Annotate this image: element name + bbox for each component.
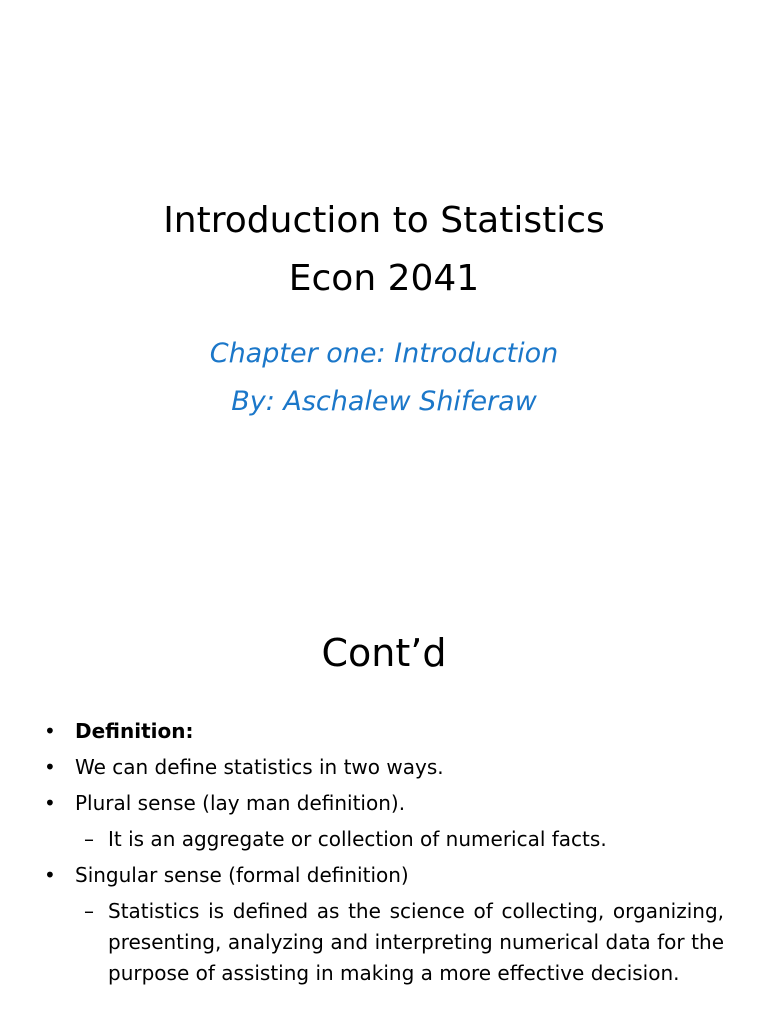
bullet-list: [40, 716, 724, 995]
list-item-text: Statistics is defined as the science of collecting, organizing, presenting, analyzing and interpreting numerical data for the purpose of assisting in making a more effective decision.: [108, 899, 724, 985]
bullet-icon: •: [44, 863, 56, 887]
list-item-text: It is an aggregate or collection of numerical facts.: [108, 827, 607, 851]
bullet-icon: •: [44, 791, 56, 815]
slide-subtitle: [0, 330, 768, 426]
list-item: [40, 752, 724, 782]
chapter-label: Chapter one: Introduction: [209, 338, 559, 369]
list-subitem: [40, 824, 724, 854]
course-code: Econ 2041: [288, 258, 480, 299]
list-item-text: We can define statistics in two ways.: [75, 755, 444, 779]
list-item-text: Singular sense (formal definition): [75, 863, 409, 887]
dash-icon: –: [84, 899, 94, 923]
list-item-text: Definition:: [75, 719, 194, 743]
bullet-icon: •: [44, 719, 56, 743]
course-title: Introduction to Statistics: [163, 200, 605, 241]
dash-icon: –: [84, 827, 94, 851]
author-label: By: Aschalew Shiferaw: [231, 386, 537, 417]
slide-title: Cont’d: [321, 631, 447, 675]
content-slide: [0, 576, 768, 1024]
slide-title: [0, 192, 768, 308]
list-subitem: [40, 896, 724, 989]
list-item: [40, 716, 724, 746]
list-item: [40, 860, 724, 890]
list-item-text: Plural sense (lay man definition).: [75, 791, 406, 815]
bullet-icon: •: [44, 755, 56, 779]
list-item: [40, 788, 724, 818]
